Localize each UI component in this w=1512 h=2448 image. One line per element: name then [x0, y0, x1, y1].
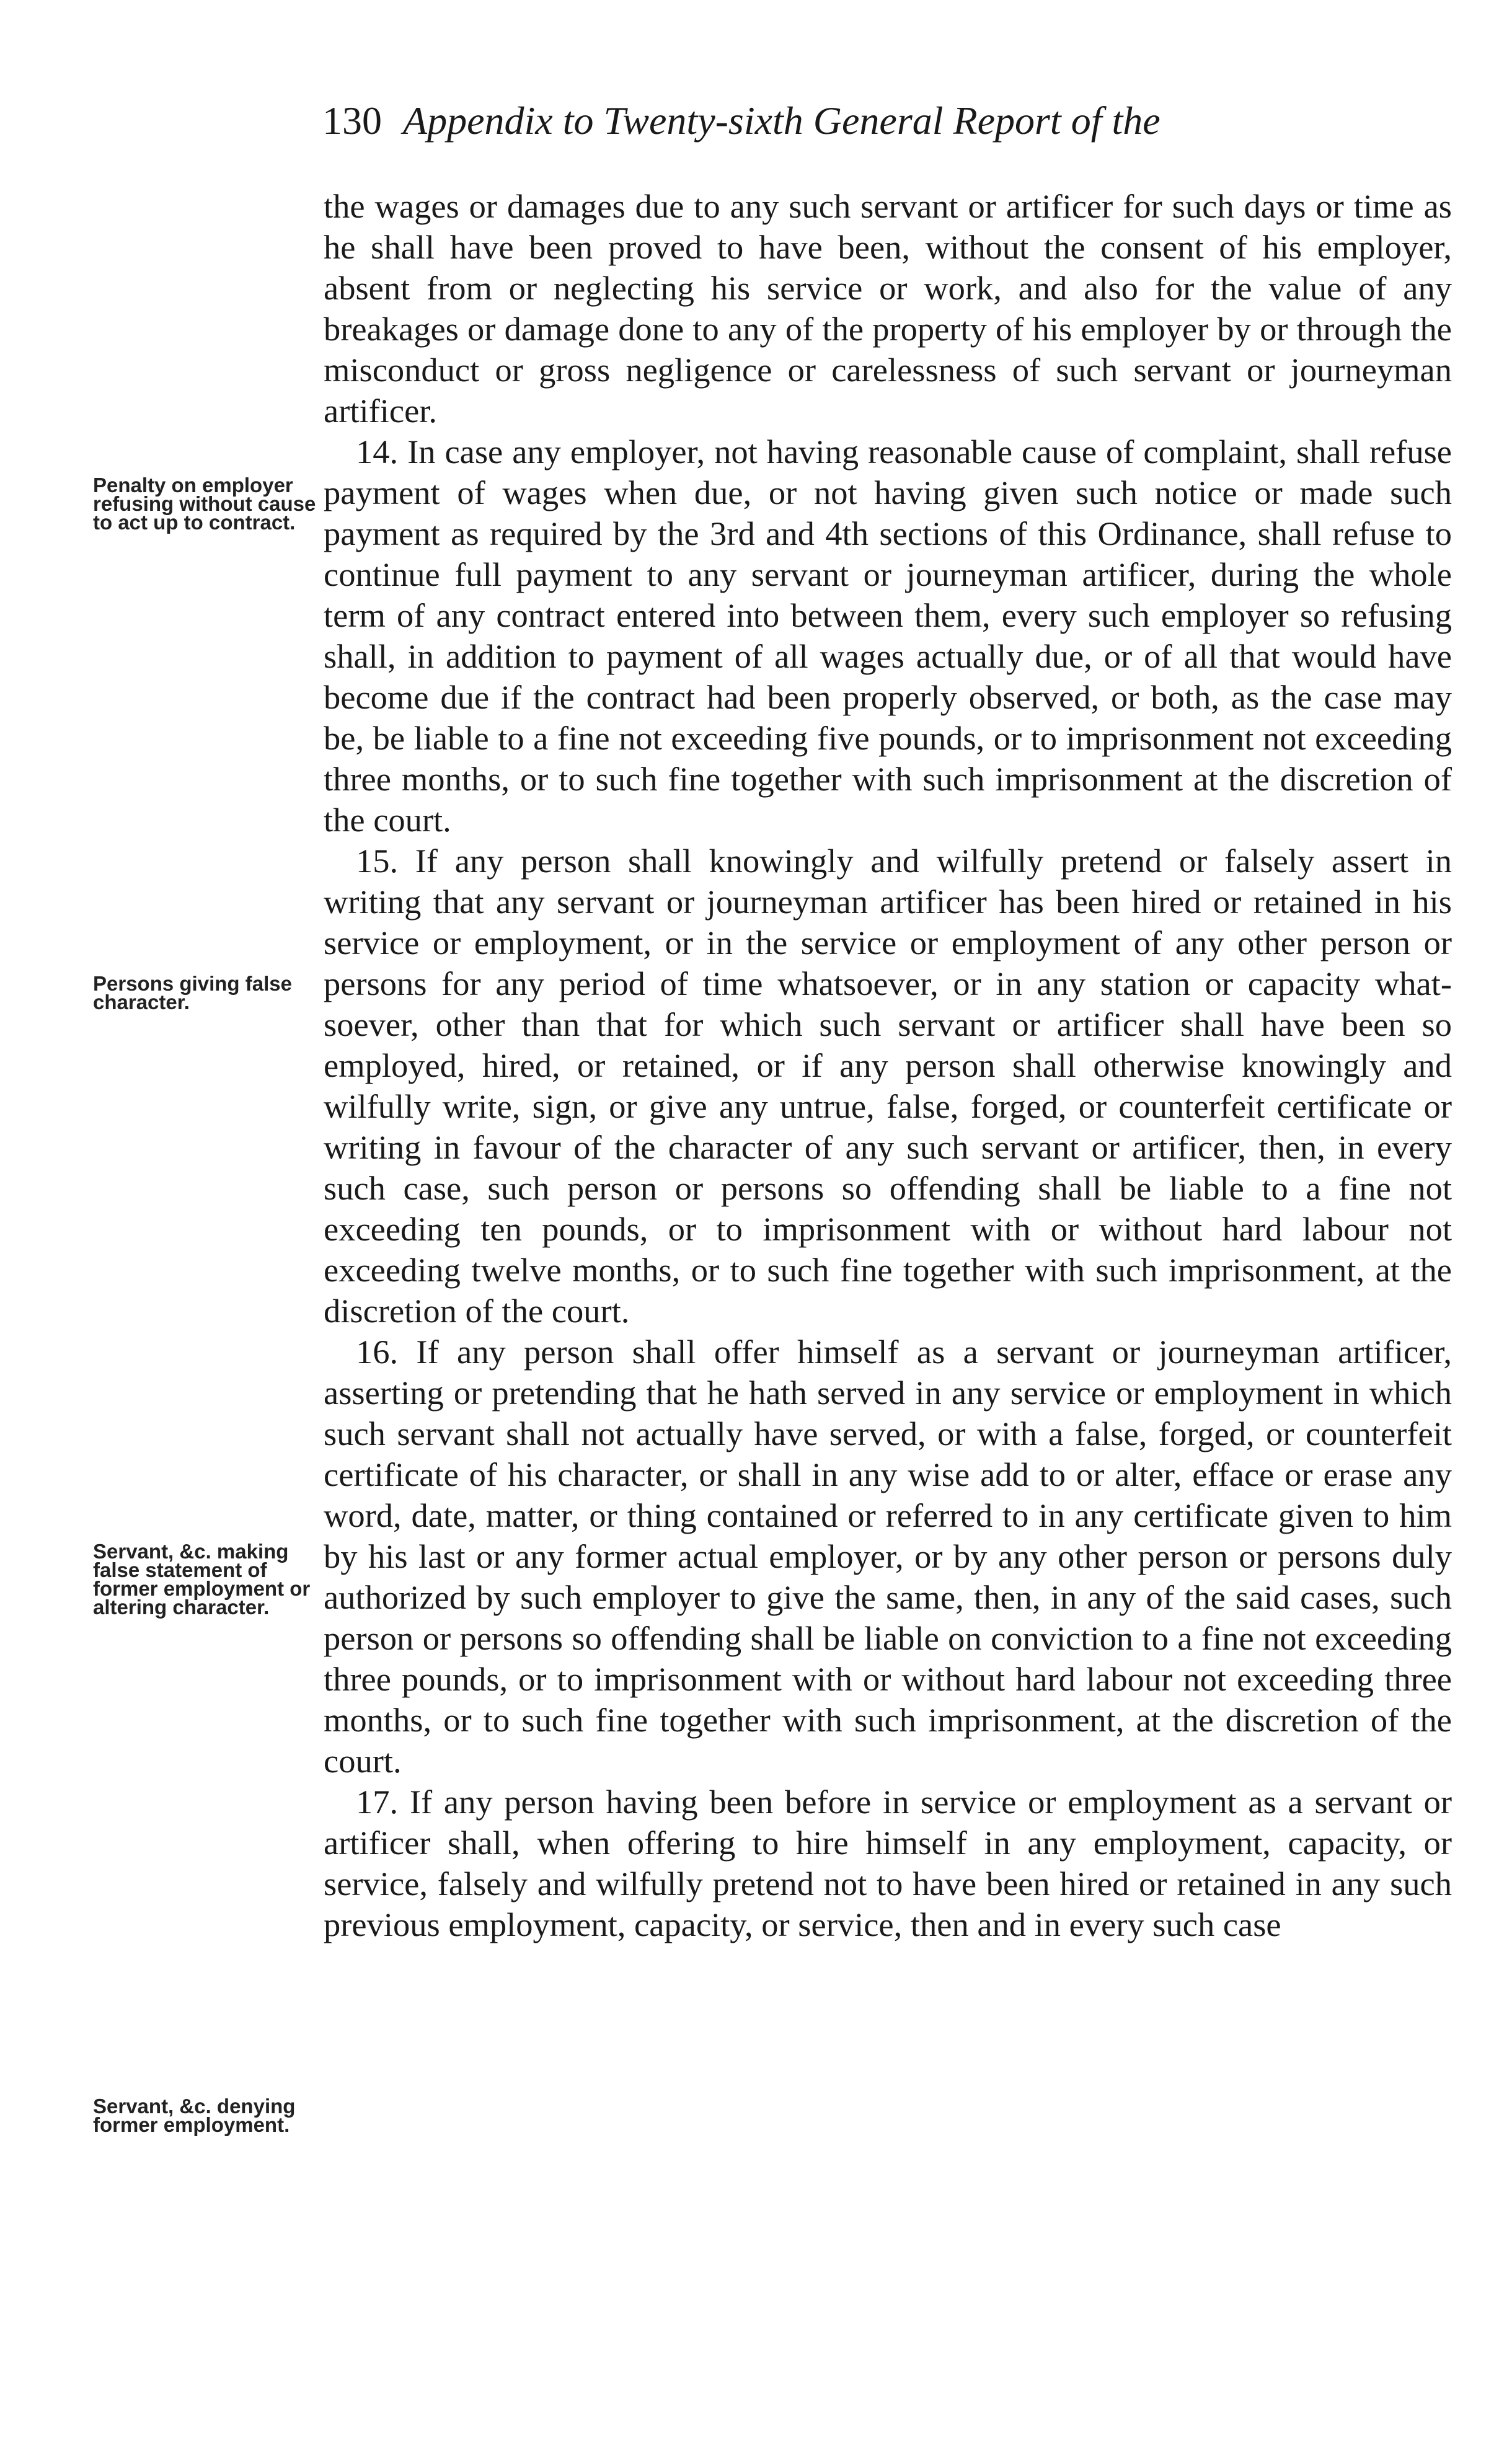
paragraph-continuation: the wages or damages due to any such servant or artificer for such days or time as he shall have been proved to have been, without the consent of his employer, absent from or neglecting his service or work, and also for the value of any breakages or damage done to any of the property of his employer by or through the misconduct or gross negligence or carelessness of such servant or journeyman artificer.	[324, 187, 1452, 430]
running-head	[322, 93, 1463, 149]
section-15: 15. If any person shall knowingly and wilfully pretend or falsely assert in writing that any servant or journeyman artificer has been hired or retained in his service or employment, or in the service or employment of any other person or persons for any period of time whatsoever, or in any station or capacity whatsoever, other than that for which such servant or artificer shall have been so employed, hired, or retained, or if any person shall otherwise knowingly and wilfully write, sign, or give any untrue, false, forged, or counterfeit certificate or writing in favour of the character of any such servant or artificer, then, in every such case, such person or persons so offending shall be liable to a fine not exceeding ten pounds, or to imprisonment with or without hard labour not exceeding twelve months, or to such fine together with such imprisonment, at the discretion of the court.	[324, 842, 1452, 1330]
sidenote-section-17: Servant, &c. denying former employment.	[93, 2095, 296, 2136]
section-14: 14. In case any employer, not having reasonable cause of complaint, shall refuse payment of wages when due, or not having given such notice or made such payment as required by the 3rd and 4th sections of this Ordinance, shall refuse to continue full payment to any servant or journeyman artificer, during the whole term of any contract entered into between them, every such employer so refusing shall, in addition to payment of all wages actually due, or of all that would have become due if the contract had been properly observed, or both, as the case may be, be liable to a fine not exceeding five pounds, or to imprisonment not exceeding three months, or to such fine together with such imprisonment at the discretion of the court.	[324, 433, 1452, 839]
body-text	[324, 186, 1452, 1945]
sidenote-section-16: Servant, &c. making false statement of former employment or altering character.	[93, 1540, 311, 1619]
section-16: 16. If any person shall offer himself as a servant or journeyman artificer, asserting or pretending that he hath served in any service or employment in which such servant shall not actually have served, or with a false, forged, or counterfeit certificate of his character, or shall in any wise add to or alter, efface or erase any word, date, matter, or thing contained or referred to in any certificate given to him by his last or any former actual employer, or by any other person or persons duly authorized by such employer to give the same, then, in any of the said cases, such person or persons so offending shall be liable on conviction to a fine not exceeding three pounds, or to imprisonment with or without hard labour not exceeding three months, or to such fine together with such imprisonment, at the discretion of the court.	[324, 1333, 1452, 1780]
sidenote-section-15: Persons giving false character.	[93, 972, 292, 1014]
sidenote-section-14: Penalty on employer refusing without cause to act up to contract.	[93, 474, 316, 534]
section-17: 17. If any person having been before in service or employment as a servant or artificer shall, when offering to hire himself in any employment, capacity, or service, falsely and wilfully pretend not to have been hired or retained in any such previous employment, capacity, or service, then and in every such case	[324, 1783, 1452, 1943]
page-number: 130	[322, 99, 382, 143]
running-title: Appendix to Twenty-sixth General Report of the	[403, 99, 1161, 143]
